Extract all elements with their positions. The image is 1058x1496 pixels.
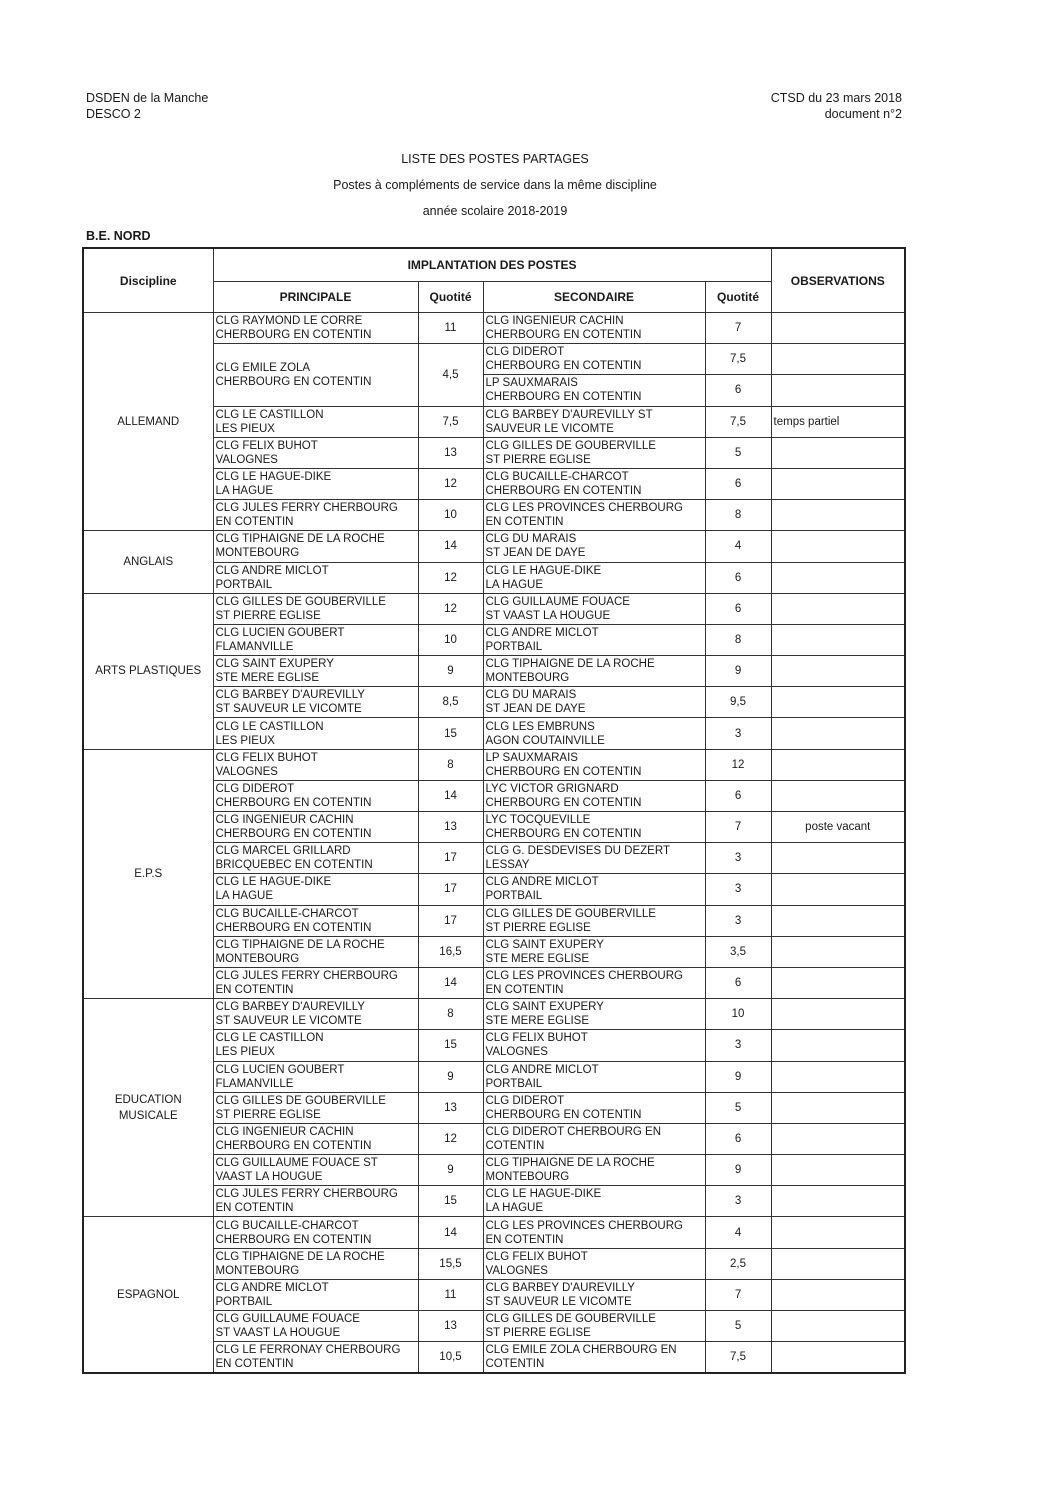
principale-cell: CLG TIPHAIGNE DE LA ROCHE MONTEBOURG [213, 531, 418, 562]
doc-title: LISTE DES POSTES PARTAGES [401, 152, 589, 166]
quotite-principale-cell: 8,5 [418, 687, 483, 718]
region-label: B.E. NORD [86, 229, 151, 243]
quotite-secondaire-cell: 3 [705, 905, 771, 936]
quotite-principale-cell: 12 [418, 468, 483, 499]
observation-cell [771, 656, 905, 687]
principale-cell: CLG ANDRE MICLOT PORTBAIL [213, 1279, 418, 1310]
observation-cell [771, 999, 905, 1030]
discipline-cell: ANGLAIS [83, 531, 213, 593]
observation-cell [771, 344, 905, 375]
principale-cell: CLG LE CASTILLON LES PIEUX [213, 1030, 418, 1061]
secondaire-cell: CLG LES PROVINCES CHERBOURG EN COTENTIN [483, 1217, 705, 1248]
observation-cell [771, 1311, 905, 1342]
quotite-secondaire-cell: 7,5 [705, 406, 771, 437]
principale-cell: CLG GILLES DE GOUBERVILLE ST PIERRE EGLISE [213, 593, 418, 624]
discipline-cell: ARTS PLASTIQUES [83, 593, 213, 749]
quotite-secondaire-cell: 6 [705, 562, 771, 593]
header-service: DESCO 2 [86, 107, 141, 121]
principale-cell: CLG INGENIEUR CACHIN CHERBOURG EN COTENTIN [213, 1123, 418, 1154]
principale-cell: CLG GUILLAUME FOUACE ST VAAST LA HOUGUE [213, 1155, 418, 1186]
observation-cell [771, 1092, 905, 1123]
quotite-secondaire-cell: 4 [705, 1217, 771, 1248]
observation-cell [771, 780, 905, 811]
secondaire-cell: CLG TIPHAIGNE DE LA ROCHE MONTEBOURG [483, 656, 705, 687]
secondaire-cell: CLG ANDRE MICLOT PORTBAIL [483, 624, 705, 655]
quotite-principale-cell: 8 [418, 749, 483, 780]
quotite-principale-cell: 16,5 [418, 936, 483, 967]
quotite-secondaire-cell: 3,5 [705, 936, 771, 967]
quotite-secondaire-cell: 10 [705, 999, 771, 1030]
principale-cell: CLG JULES FERRY CHERBOURG EN COTENTIN [213, 500, 418, 531]
quotite-principale-cell: 13 [418, 812, 483, 843]
observation-cell [771, 624, 905, 655]
secondaire-cell: CLG LES PROVINCES CHERBOURG EN COTENTIN [483, 500, 705, 531]
table-row [83, 531, 905, 562]
principale-cell: CLG BUCAILLE-CHARCOT CHERBOURG EN COTENTIN [213, 905, 418, 936]
header-right [771, 90, 902, 122]
secondaire-cell: CLG G. DESDEVISES DU DEZERT LESSAY [483, 843, 705, 874]
quotite-principale-cell: 15 [418, 1030, 483, 1061]
principale-cell: CLG JULES FERRY CHERBOURG EN COTENTIN [213, 967, 418, 998]
secondaire-cell: CLG GILLES DE GOUBERVILLE ST PIERRE EGLISE [483, 1311, 705, 1342]
secondaire-cell: CLG GILLES DE GOUBERVILLE ST PIERRE EGLISE [483, 905, 705, 936]
observation-cell [771, 500, 905, 531]
secondaire-cell: CLG BARBEY D'AUREVILLY ST SAUVEUR LE VICOMTE [483, 406, 705, 437]
observation-cell [771, 843, 905, 874]
observation-cell [771, 1248, 905, 1279]
principale-cell: CLG BUCAILLE-CHARCOT CHERBOURG EN COTENTIN [213, 1217, 418, 1248]
col-header-observations: OBSERVATIONS [771, 248, 905, 313]
principale-cell: CLG LE FERRONAY CHERBOURG EN COTENTIN [213, 1342, 418, 1374]
doc-subtitle: Postes à compléments de service dans la même discipline [333, 178, 657, 192]
principale-cell: CLG RAYMOND LE CORRE CHERBOURG EN COTENTIN [213, 313, 418, 344]
quotite-secondaire-cell: 6 [705, 1123, 771, 1154]
quotite-secondaire-cell: 8 [705, 624, 771, 655]
secondaire-cell: CLG SAINT EXUPERY STE MERE EGLISE [483, 999, 705, 1030]
quotite-secondaire-cell: 5 [705, 1311, 771, 1342]
doc-year: année scolaire 2018-2019 [422, 204, 568, 218]
observation-cell [771, 313, 905, 344]
quotite-secondaire-cell: 7 [705, 1279, 771, 1310]
observation-cell [771, 1186, 905, 1217]
quotite-principale-cell: 13 [418, 437, 483, 468]
quotite-principale-cell: 13 [418, 1092, 483, 1123]
principale-cell: CLG GILLES DE GOUBERVILLE ST PIERRE EGLISE [213, 1092, 418, 1123]
observation-cell: temps partiel [771, 406, 905, 437]
quotite-secondaire-cell: 7,5 [705, 344, 771, 375]
secondaire-cell: CLG ANDRE MICLOT PORTBAIL [483, 874, 705, 905]
secondaire-cell: LYC VICTOR GRIGNARD CHERBOURG EN COTENTIN [483, 780, 705, 811]
principale-cell: CLG FELIX BUHOT VALOGNES [213, 749, 418, 780]
discipline-cell: ALLEMAND [83, 313, 213, 531]
discipline-cell: E.P.S [83, 749, 213, 999]
quotite-principale-cell: 7,5 [418, 406, 483, 437]
quotite-principale-cell: 12 [418, 562, 483, 593]
quotite-principale-cell: 13 [418, 1311, 483, 1342]
quotite-secondaire-cell: 4 [705, 531, 771, 562]
principale-cell: CLG SAINT EXUPERY STE MERE EGLISE [213, 656, 418, 687]
observation-cell [771, 375, 905, 406]
principale-cell: CLG MARCEL GRILLARD BRICQUEBEC EN COTENTIN [213, 843, 418, 874]
quotite-secondaire-cell: 5 [705, 437, 771, 468]
secondaire-cell: CLG FELIX BUHOT VALOGNES [483, 1248, 705, 1279]
col-header-secondaire: SECONDAIRE [483, 282, 705, 313]
table-row [83, 749, 905, 780]
principale-cell: CLG LE HAGUE-DIKE LA HAGUE [213, 468, 418, 499]
quotite-secondaire-cell: 6 [705, 468, 771, 499]
col-header-implantation: IMPLANTATION DES POSTES [213, 248, 771, 282]
quotite-secondaire-cell: 7 [705, 313, 771, 344]
observation-cell [771, 593, 905, 624]
quotite-principale-cell: 14 [418, 531, 483, 562]
quotite-principale-cell: 14 [418, 780, 483, 811]
quotite-secondaire-cell: 9 [705, 1061, 771, 1092]
secondaire-cell: CLG DIDEROT CHERBOURG EN COTENTIN [483, 344, 705, 375]
quotite-secondaire-cell: 9,5 [705, 687, 771, 718]
observation-cell [771, 1217, 905, 1248]
observation-cell [771, 1279, 905, 1310]
quotite-secondaire-cell: 9 [705, 656, 771, 687]
observation-cell [771, 687, 905, 718]
col-header-principale: PRINCIPALE [213, 282, 418, 313]
observation-cell [771, 967, 905, 998]
quotite-secondaire-cell: 3 [705, 1030, 771, 1061]
col-header-discipline: Discipline [83, 248, 213, 313]
secondaire-cell: CLG BARBEY D'AUREVILLY ST SAUVEUR LE VICOMTE [483, 1279, 705, 1310]
observation-cell [771, 1342, 905, 1374]
quotite-secondaire-cell: 7 [705, 812, 771, 843]
col-header-quotite-2: Quotité [705, 282, 771, 313]
principale-cell: CLG LUCIEN GOUBERT FLAMANVILLE [213, 624, 418, 655]
header-left [86, 90, 208, 122]
quotite-secondaire-cell: 6 [705, 780, 771, 811]
table-body [83, 313, 905, 1374]
secondaire-cell: CLG TIPHAIGNE DE LA ROCHE MONTEBOURG [483, 1155, 705, 1186]
discipline-cell: ESPAGNOL [83, 1217, 213, 1373]
header-org: DSDEN de la Manche [86, 91, 209, 105]
principale-cell: CLG DIDEROT CHERBOURG EN COTENTIN [213, 780, 418, 811]
observation-cell [771, 1030, 905, 1061]
secondaire-cell: CLG LES PROVINCES CHERBOURG EN COTENTIN [483, 967, 705, 998]
principale-cell: CLG JULES FERRY CHERBOURG EN COTENTIN [213, 1186, 418, 1217]
quotite-secondaire-cell: 9 [705, 1155, 771, 1186]
quotite-principale-cell: 15 [418, 718, 483, 749]
observation-cell [771, 562, 905, 593]
principale-cell: CLG TIPHAIGNE DE LA ROCHE MONTEBOURG [213, 936, 418, 967]
principale-cell: CLG GUILLAUME FOUACE ST VAAST LA HOUGUE [213, 1311, 418, 1342]
quotite-secondaire-cell: 5 [705, 1092, 771, 1123]
observation-cell [771, 905, 905, 936]
observation-cell [771, 718, 905, 749]
secondaire-cell: CLG DU MARAIS ST JEAN DE DAYE [483, 531, 705, 562]
quotite-principale-cell: 14 [418, 967, 483, 998]
secondaire-cell: CLG ANDRE MICLOT PORTBAIL [483, 1061, 705, 1092]
table-row [83, 313, 905, 344]
observation-cell [771, 874, 905, 905]
header-docnum: document n°2 [824, 107, 902, 121]
quotite-principale-cell: 9 [418, 1155, 483, 1186]
quotite-secondaire-cell: 3 [705, 718, 771, 749]
quotite-principale-cell: 11 [418, 313, 483, 344]
principale-cell: CLG TIPHAIGNE DE LA ROCHE MONTEBOURG [213, 1248, 418, 1279]
secondaire-cell: CLG BUCAILLE-CHARCOT CHERBOURG EN COTENTIN [483, 468, 705, 499]
secondaire-cell: CLG LES EMBRUNS AGON COUTAINVILLE [483, 718, 705, 749]
secondaire-cell: CLG GILLES DE GOUBERVILLE ST PIERRE EGLISE [483, 437, 705, 468]
quotite-secondaire-cell: 3 [705, 843, 771, 874]
quotite-principale-cell: 9 [418, 1061, 483, 1092]
quotite-secondaire-cell: 12 [705, 749, 771, 780]
principale-cell: CLG FELIX BUHOT VALOGNES [213, 437, 418, 468]
quotite-secondaire-cell: 6 [705, 967, 771, 998]
observation-cell: poste vacant [771, 812, 905, 843]
secondaire-cell: CLG INGENIEUR CACHIN CHERBOURG EN COTENTIN [483, 313, 705, 344]
principale-cell: CLG LE HAGUE-DIKE LA HAGUE [213, 874, 418, 905]
quotite-principale-cell: 14 [418, 1217, 483, 1248]
postes-table [82, 247, 906, 1374]
quotite-secondaire-cell: 3 [705, 874, 771, 905]
quotite-secondaire-cell: 6 [705, 375, 771, 406]
principale-cell: CLG BARBEY D'AUREVILLY ST SAUVEUR LE VICOMTE [213, 687, 418, 718]
quotite-principale-cell: 10,5 [418, 1342, 483, 1374]
col-header-quotite-1: Quotité [418, 282, 483, 313]
observation-cell [771, 468, 905, 499]
secondaire-cell: CLG DU MARAIS ST JEAN DE DAYE [483, 687, 705, 718]
principale-cell: CLG LE CASTILLON LES PIEUX [213, 406, 418, 437]
quotite-principale-cell: 10 [418, 624, 483, 655]
quotite-secondaire-cell: 7,5 [705, 1342, 771, 1374]
header-meeting: CTSD du 23 mars 2018 [770, 91, 902, 105]
quotite-principale-cell: 10 [418, 500, 483, 531]
quotite-principale-cell: 17 [418, 874, 483, 905]
quotite-principale-cell: 17 [418, 843, 483, 874]
secondaire-cell: CLG EMILE ZOLA CHERBOURG EN COTENTIN [483, 1342, 705, 1374]
secondaire-cell: LP SAUXMARAIS CHERBOURG EN COTENTIN [483, 749, 705, 780]
principale-cell: CLG LUCIEN GOUBERT FLAMANVILLE [213, 1061, 418, 1092]
quotite-principale-cell: 12 [418, 1123, 483, 1154]
quotite-principale-cell: 11 [418, 1279, 483, 1310]
observation-cell [771, 437, 905, 468]
observation-cell [771, 1123, 905, 1154]
discipline-cell: EDUCATION MUSICALE [83, 999, 213, 1217]
observation-cell [771, 1155, 905, 1186]
quotite-secondaire-cell: 3 [705, 1186, 771, 1217]
principale-cell: CLG ANDRE MICLOT PORTBAIL [213, 562, 418, 593]
quotite-principale-cell: 8 [418, 999, 483, 1030]
table-row [83, 1217, 905, 1248]
quotite-principale-cell: 9 [418, 656, 483, 687]
table-row [83, 999, 905, 1030]
quotite-principale-cell: 17 [418, 905, 483, 936]
table-row [83, 593, 905, 624]
principale-cell: CLG LE CASTILLON LES PIEUX [213, 718, 418, 749]
quotite-secondaire-cell: 2,5 [705, 1248, 771, 1279]
quotite-principale-cell: 12 [418, 593, 483, 624]
secondaire-cell: CLG FELIX BUHOT VALOGNES [483, 1030, 705, 1061]
secondaire-cell: CLG DIDEROT CHERBOURG EN COTENTIN [483, 1123, 705, 1154]
secondaire-cell: CLG SAINT EXUPERY STE MERE EGLISE [483, 936, 705, 967]
observation-cell [771, 749, 905, 780]
observation-cell [771, 1061, 905, 1092]
observation-cell [771, 936, 905, 967]
secondaire-cell: CLG LE HAGUE-DIKE LA HAGUE [483, 1186, 705, 1217]
secondaire-cell: CLG GUILLAUME FOUACE ST VAAST LA HOUGUE [483, 593, 705, 624]
quotite-principale-cell: 15 [418, 1186, 483, 1217]
secondaire-cell: CLG LE HAGUE-DIKE LA HAGUE [483, 562, 705, 593]
quotite-secondaire-cell: 8 [705, 500, 771, 531]
principale-cell: CLG BARBEY D'AUREVILLY ST SAUVEUR LE VICOMTE [213, 999, 418, 1030]
secondaire-cell: LYC TOCQUEVILLE CHERBOURG EN COTENTIN [483, 812, 705, 843]
principale-cell: CLG EMILE ZOLA CHERBOURG EN COTENTIN [213, 344, 418, 406]
quotite-principale-cell: 15,5 [418, 1248, 483, 1279]
secondaire-cell: CLG DIDEROT CHERBOURG EN COTENTIN [483, 1092, 705, 1123]
secondaire-cell: LP SAUXMARAIS CHERBOURG EN COTENTIN [483, 375, 705, 406]
principale-cell: CLG INGENIEUR CACHIN CHERBOURG EN COTENTIN [213, 812, 418, 843]
observation-cell [771, 531, 905, 562]
quotite-secondaire-cell: 6 [705, 593, 771, 624]
quotite-principale-cell: 4,5 [418, 344, 483, 406]
